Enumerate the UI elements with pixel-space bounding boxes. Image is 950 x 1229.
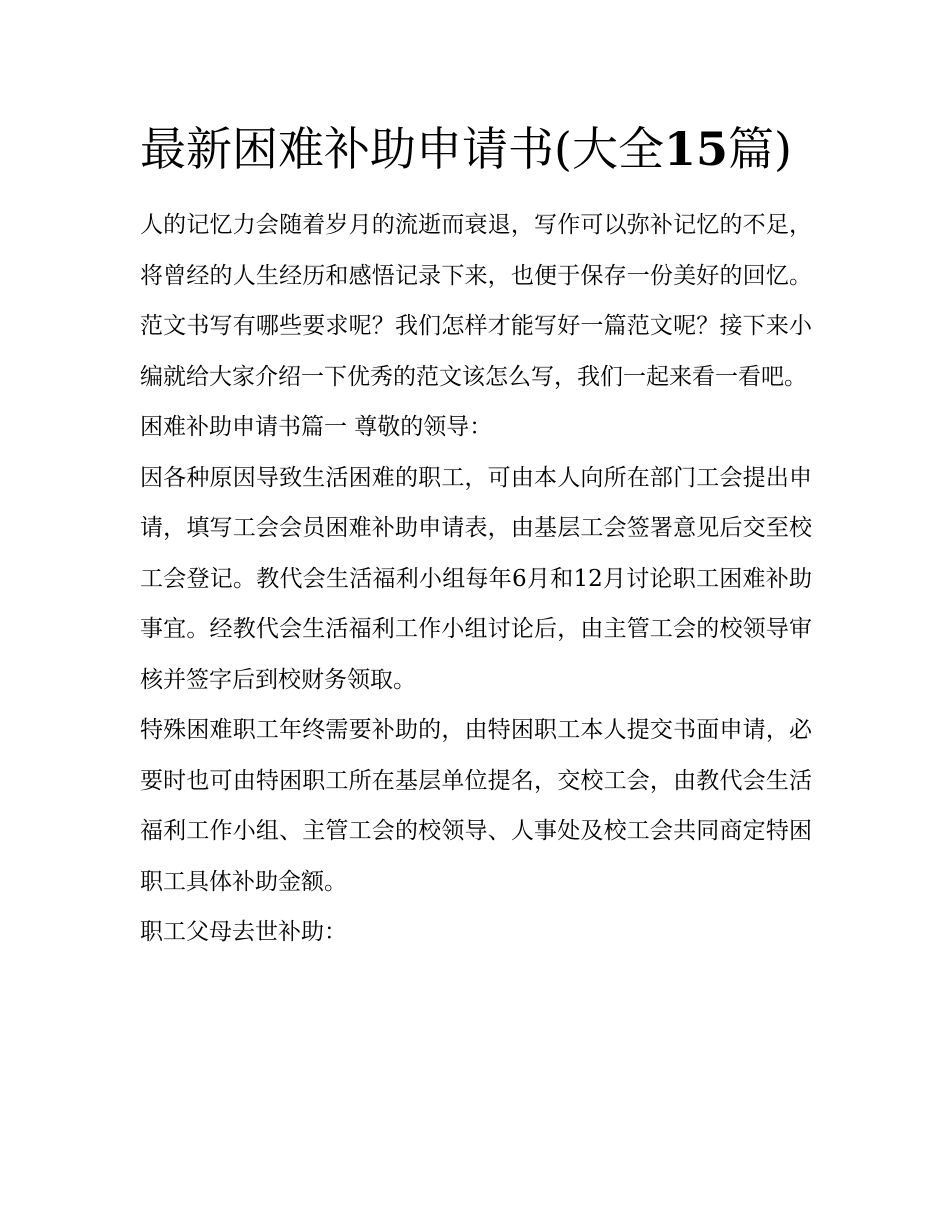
subheading-paragraph: 职工父母去世补助： bbox=[140, 919, 347, 945]
document-title: 最新困难补助申请书(大全15篇) bbox=[140, 122, 792, 176]
body-paragraph: 特殊困难职工年终需要补助的，由特困职工本人提交书面申请，必要时也可由特困职工所在基层单位提名，交校工会，由教代会生活福利工作小组、主管工会的校领导、人事处及校工会共同商定特困职工具体补助金额。 bbox=[140, 717, 812, 895]
intro-paragraph: 人的记忆力会随着岁月的流逝而衰退，写作可以弥补记忆的不足，将曾经的人生经历和感悟记录下来，也便于保存一份美好的回忆。范文书写有哪些要求呢？我们怎样才能写好一篇范文呢？接下来小编就给大家介绍一下优秀的范文该怎么写，我们一起来看一看吧。 bbox=[140, 212, 812, 390]
document-body bbox=[140, 112, 812, 958]
title-number: 15 bbox=[663, 122, 728, 176]
section-heading: 困难补助申请书篇一 尊敬的领导： bbox=[140, 414, 493, 440]
body-paragraph: 因各种原因导致生活困难的职工，可由本人向所在部门工会提出申请，填写工会会员困难补助申请表，由基层工会签署意见后交至校工会登记。教代会生活福利小组每年6月和12月讨论职工困难补助事宜。经教代会生活福利工作小组讨论后，由主管工会的校领导审核并签字后到校财务领取。 bbox=[140, 464, 812, 693]
